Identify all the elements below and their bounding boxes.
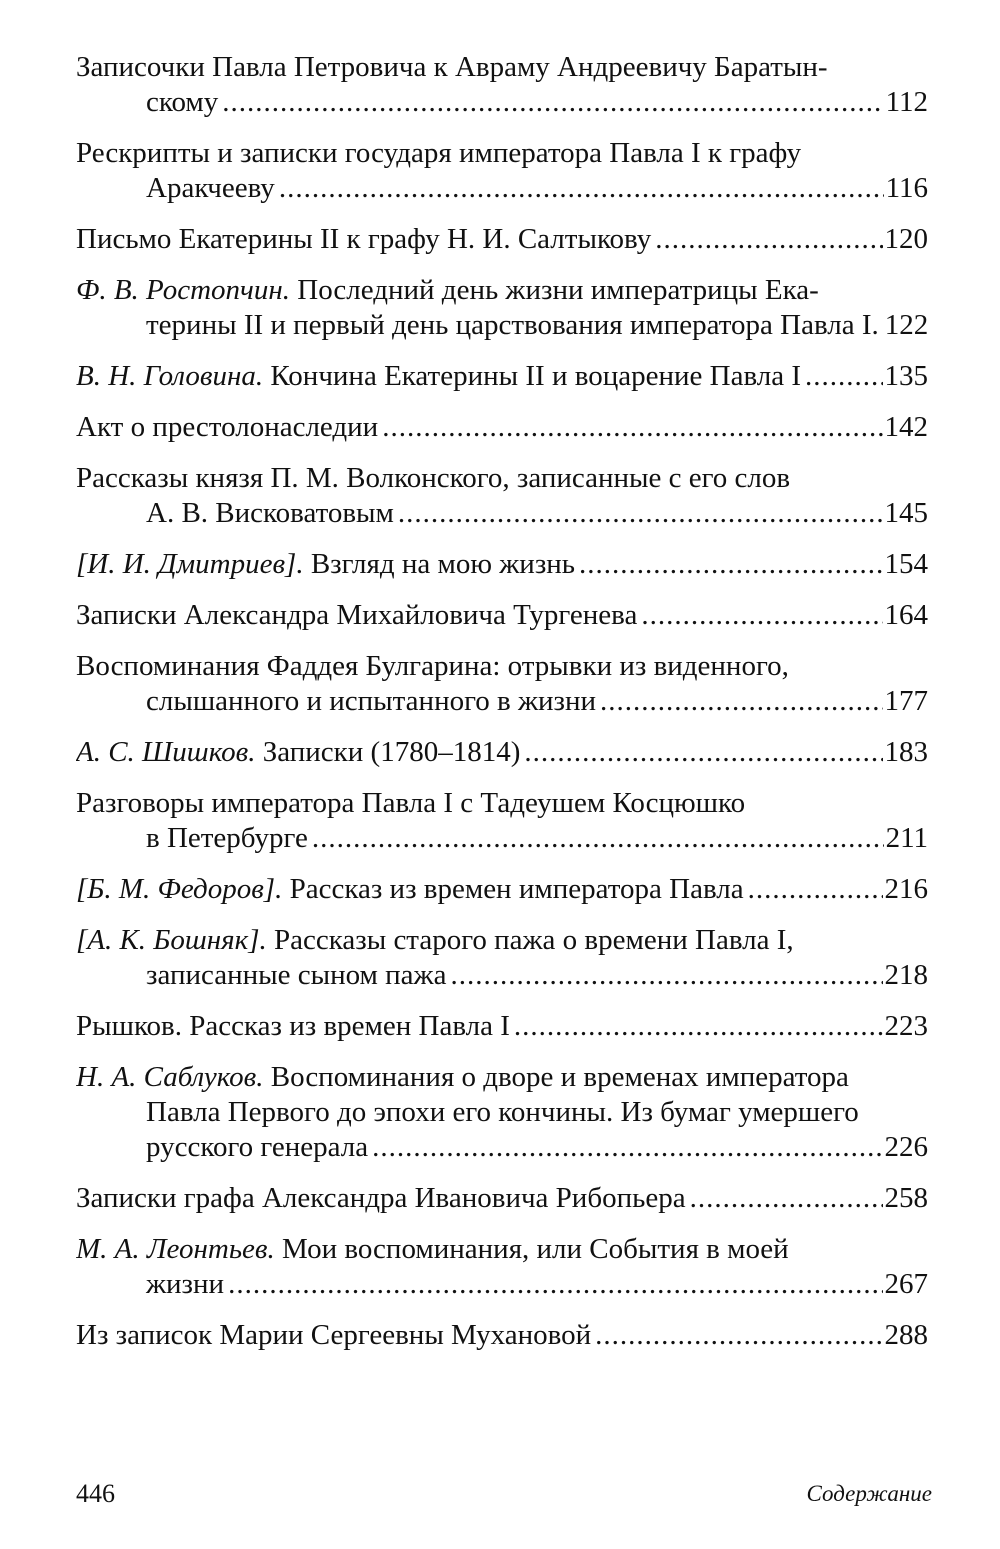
toc-entry-page: 216 <box>884 873 928 905</box>
toc-entry-line <box>76 735 928 770</box>
toc-entry-line <box>76 1009 928 1044</box>
toc-entry-page: 135 <box>884 360 928 392</box>
toc-entry-title: Кончина Екатерины II и воцарение Павла I <box>270 360 802 392</box>
toc-entry-text <box>146 1096 859 1128</box>
toc-entry-title: Рышков. Рассказ из времен Павла I <box>76 1010 510 1042</box>
dot-leader <box>398 496 883 531</box>
toc-entry <box>76 1009 928 1044</box>
toc-entry-title: в Петербурге <box>146 822 308 854</box>
toc-entry-title: Записки (1780–1814) <box>262 736 521 768</box>
toc-entry-text <box>146 1267 224 1302</box>
toc-entry-text <box>76 650 789 682</box>
toc-entry-page: 288 <box>884 1319 928 1351</box>
toc-entry-line <box>76 923 928 958</box>
toc-entry-title: Записки графа Александра Ивановича Рибопьера <box>76 1182 686 1214</box>
dot-leader <box>514 1009 883 1044</box>
dot-leader <box>641 598 882 633</box>
dot-leader <box>655 222 882 257</box>
toc-entry-title: Павла Первого до эпохи его кончины. Из бумаг умершего <box>146 1096 859 1128</box>
toc-entry-text <box>76 410 378 445</box>
toc-entry <box>76 923 928 993</box>
toc-entry-line <box>76 547 928 582</box>
toc-entry-title: Мои воспоминания, или События в моей <box>282 1233 789 1265</box>
dot-leader <box>748 872 883 907</box>
toc-entry-text <box>146 308 879 343</box>
toc-entry-author: [И. И. Дмитриев]. <box>76 548 304 580</box>
toc-entry-text <box>76 1233 789 1265</box>
toc-entry-title: Рескрипты и записки государя императора Павла I к графу <box>76 137 802 169</box>
toc-entry-text <box>76 1009 510 1044</box>
dot-leader <box>595 1318 882 1353</box>
toc-entry-author: Ф. В. Ростопчин. <box>76 274 290 306</box>
toc-entry-title: Письмо Екатерины II к графу Н. И. Салтыкову <box>76 223 652 255</box>
toc-entry-line <box>76 1232 928 1267</box>
toc-entry-page: 120 <box>884 223 928 255</box>
toc-entry-page: 223 <box>884 1010 928 1042</box>
toc-entry-line <box>76 684 928 719</box>
dot-leader <box>450 958 882 993</box>
toc-entry-line <box>76 958 928 993</box>
toc-entry-text <box>76 735 520 770</box>
dot-leader <box>312 821 884 856</box>
toc-entry-page: 258 <box>884 1182 928 1214</box>
dot-leader <box>690 1181 883 1216</box>
toc-entry-text <box>146 171 275 206</box>
toc-entry-title: Акт о престолонаследии <box>76 411 379 443</box>
toc-entry-line <box>76 359 928 394</box>
toc-entry <box>76 547 928 582</box>
toc-entry-text <box>76 547 575 582</box>
toc-entry <box>76 735 928 770</box>
toc-entry-line <box>76 821 928 856</box>
toc-entry-text <box>146 85 218 120</box>
toc-entry-text <box>76 274 819 306</box>
toc-entry-page: 226 <box>884 1131 928 1163</box>
toc-entry-text <box>76 1318 591 1353</box>
toc-entry-line <box>76 1181 928 1216</box>
toc-entry-title: Записки Александра Михайловича Тургенева <box>76 599 638 631</box>
toc-entry-line <box>76 222 928 257</box>
toc-entry-author: Н. А. Саблуков. <box>76 1061 264 1093</box>
toc-entry <box>76 1181 928 1216</box>
dot-leader <box>579 547 882 582</box>
toc-entry-page: 177 <box>884 685 928 717</box>
toc-entry <box>76 359 928 394</box>
toc-entry-line <box>76 171 928 206</box>
toc-entry-page: 116 <box>885 172 928 204</box>
toc-entry-title: Записочки Павла Петровича к Авраму Андреевичу Баратын- <box>76 51 828 83</box>
toc-entry-text <box>76 137 801 169</box>
toc-entry-line <box>76 50 928 85</box>
toc-entry-page: 122 <box>884 309 928 341</box>
toc-entry-title: Рассказы старого пажа о времени Павла I, <box>273 924 794 956</box>
toc-entry-text <box>146 684 596 719</box>
toc-entry-line <box>76 598 928 633</box>
dot-leader <box>222 85 883 120</box>
toc-entry-line <box>76 461 928 496</box>
toc-entry-line <box>76 410 928 445</box>
toc-entry-title: терины II и первый день царствования императора Павла I. <box>146 309 879 341</box>
dot-leader <box>524 735 882 770</box>
toc-entry-author: М. А. Леонтьев. <box>76 1233 275 1265</box>
toc-entry-page: 112 <box>885 86 928 118</box>
toc-entry-page: 267 <box>884 1268 928 1300</box>
toc-entry-author: [Б. М. Федоров]. <box>76 873 283 905</box>
toc-entry-line <box>76 136 928 171</box>
toc-entry-line <box>76 649 928 684</box>
toc-entry-page: 211 <box>885 822 928 854</box>
toc-entry-title: Взгляд на мою жизнь <box>310 548 576 580</box>
dot-leader <box>382 410 882 445</box>
toc-entry-title: Воспоминания о дворе и временах императора <box>270 1061 849 1093</box>
toc-entry-line <box>76 872 928 907</box>
toc-entry-text <box>146 1130 368 1165</box>
toc-entry-line <box>76 1095 928 1130</box>
toc-entry-title: скому <box>146 86 219 118</box>
toc-entry-title: Рассказ из времен императора Павла <box>289 873 744 905</box>
toc-entry-page: 218 <box>884 959 928 991</box>
toc-entry-text <box>76 924 794 956</box>
toc-entry <box>76 136 928 206</box>
toc-entry-title: Аракчееву <box>146 172 275 204</box>
toc-entry <box>76 273 928 343</box>
toc-entry <box>76 649 928 719</box>
toc-entry-line <box>76 1267 928 1302</box>
dot-leader <box>600 684 882 719</box>
toc-entry-page: 183 <box>884 736 928 768</box>
toc-entry-page: 145 <box>884 497 928 529</box>
toc-entry-title: Разговоры императора Павла I с Тадеушем Косцюшко <box>76 787 746 819</box>
dot-leader <box>279 171 884 206</box>
toc-entry-page: 142 <box>884 411 928 443</box>
page-number: 446 <box>76 1479 115 1508</box>
dot-leader <box>805 359 882 394</box>
toc-entry-text <box>76 51 828 83</box>
toc-entry-title: А. В. Висковатовым <box>146 497 394 529</box>
table-of-contents <box>76 50 928 1369</box>
toc-entry-text <box>76 359 801 394</box>
toc-entry-text <box>76 1061 849 1093</box>
toc-entry <box>76 50 928 120</box>
toc-entry <box>76 1232 928 1302</box>
toc-entry-text <box>76 787 745 819</box>
toc-entry-line <box>76 1130 928 1165</box>
toc-entry-text <box>76 872 744 907</box>
toc-entry-title: записанные сыном пажа <box>146 959 447 991</box>
toc-entry-title: русского генерала <box>146 1131 369 1163</box>
toc-entry-text <box>76 598 637 633</box>
toc-entry <box>76 1318 928 1353</box>
toc-entry <box>76 598 928 633</box>
toc-entry <box>76 786 928 856</box>
toc-entry-text <box>146 958 446 993</box>
toc-entry-author: А. С. Шишков. <box>76 736 256 768</box>
toc-entry-line <box>76 1060 928 1095</box>
toc-entry-title: Из записок Марии Сергеевны Мухановой <box>76 1319 592 1351</box>
toc-entry-page: 164 <box>884 599 928 631</box>
toc-entry-title: Воспоминания Фаддея Булгарина: отрывки из виденного, <box>76 650 789 682</box>
toc-entry <box>76 410 928 445</box>
section-title: Содержание <box>806 1481 932 1506</box>
page-footer <box>76 1479 932 1515</box>
toc-entry <box>76 872 928 907</box>
toc-entry-line <box>76 85 928 120</box>
toc-entry-title: Последний день жизни императрицы Ека- <box>297 274 819 306</box>
toc-entry-line <box>76 308 928 343</box>
toc-entry-text <box>146 496 394 531</box>
toc-entry <box>76 461 928 531</box>
toc-entry-line <box>76 496 928 531</box>
toc-entry-title: слышанного и испытанного в жизни <box>146 685 597 717</box>
toc-entry-title: Рассказы князя П. М. Волконского, записанные с его слов <box>76 462 791 494</box>
toc-entry-text <box>76 462 790 494</box>
toc-entry-text <box>76 222 651 257</box>
toc-entry-text <box>76 1181 686 1216</box>
toc-entry-text <box>146 821 308 856</box>
toc-entry-line <box>76 273 928 308</box>
dot-leader <box>372 1130 882 1165</box>
toc-entry-title: жизни <box>146 1268 225 1300</box>
toc-entry-line <box>76 1318 928 1353</box>
toc-entry-author: В. Н. Головина. <box>76 360 264 392</box>
toc-entry-line <box>76 786 928 821</box>
toc-entry-page: 154 <box>884 548 928 580</box>
toc-entry <box>76 1060 928 1165</box>
toc-entry <box>76 222 928 257</box>
toc-entry-author: [А. К. Бошняк]. <box>76 924 267 956</box>
dot-leader <box>228 1267 882 1302</box>
